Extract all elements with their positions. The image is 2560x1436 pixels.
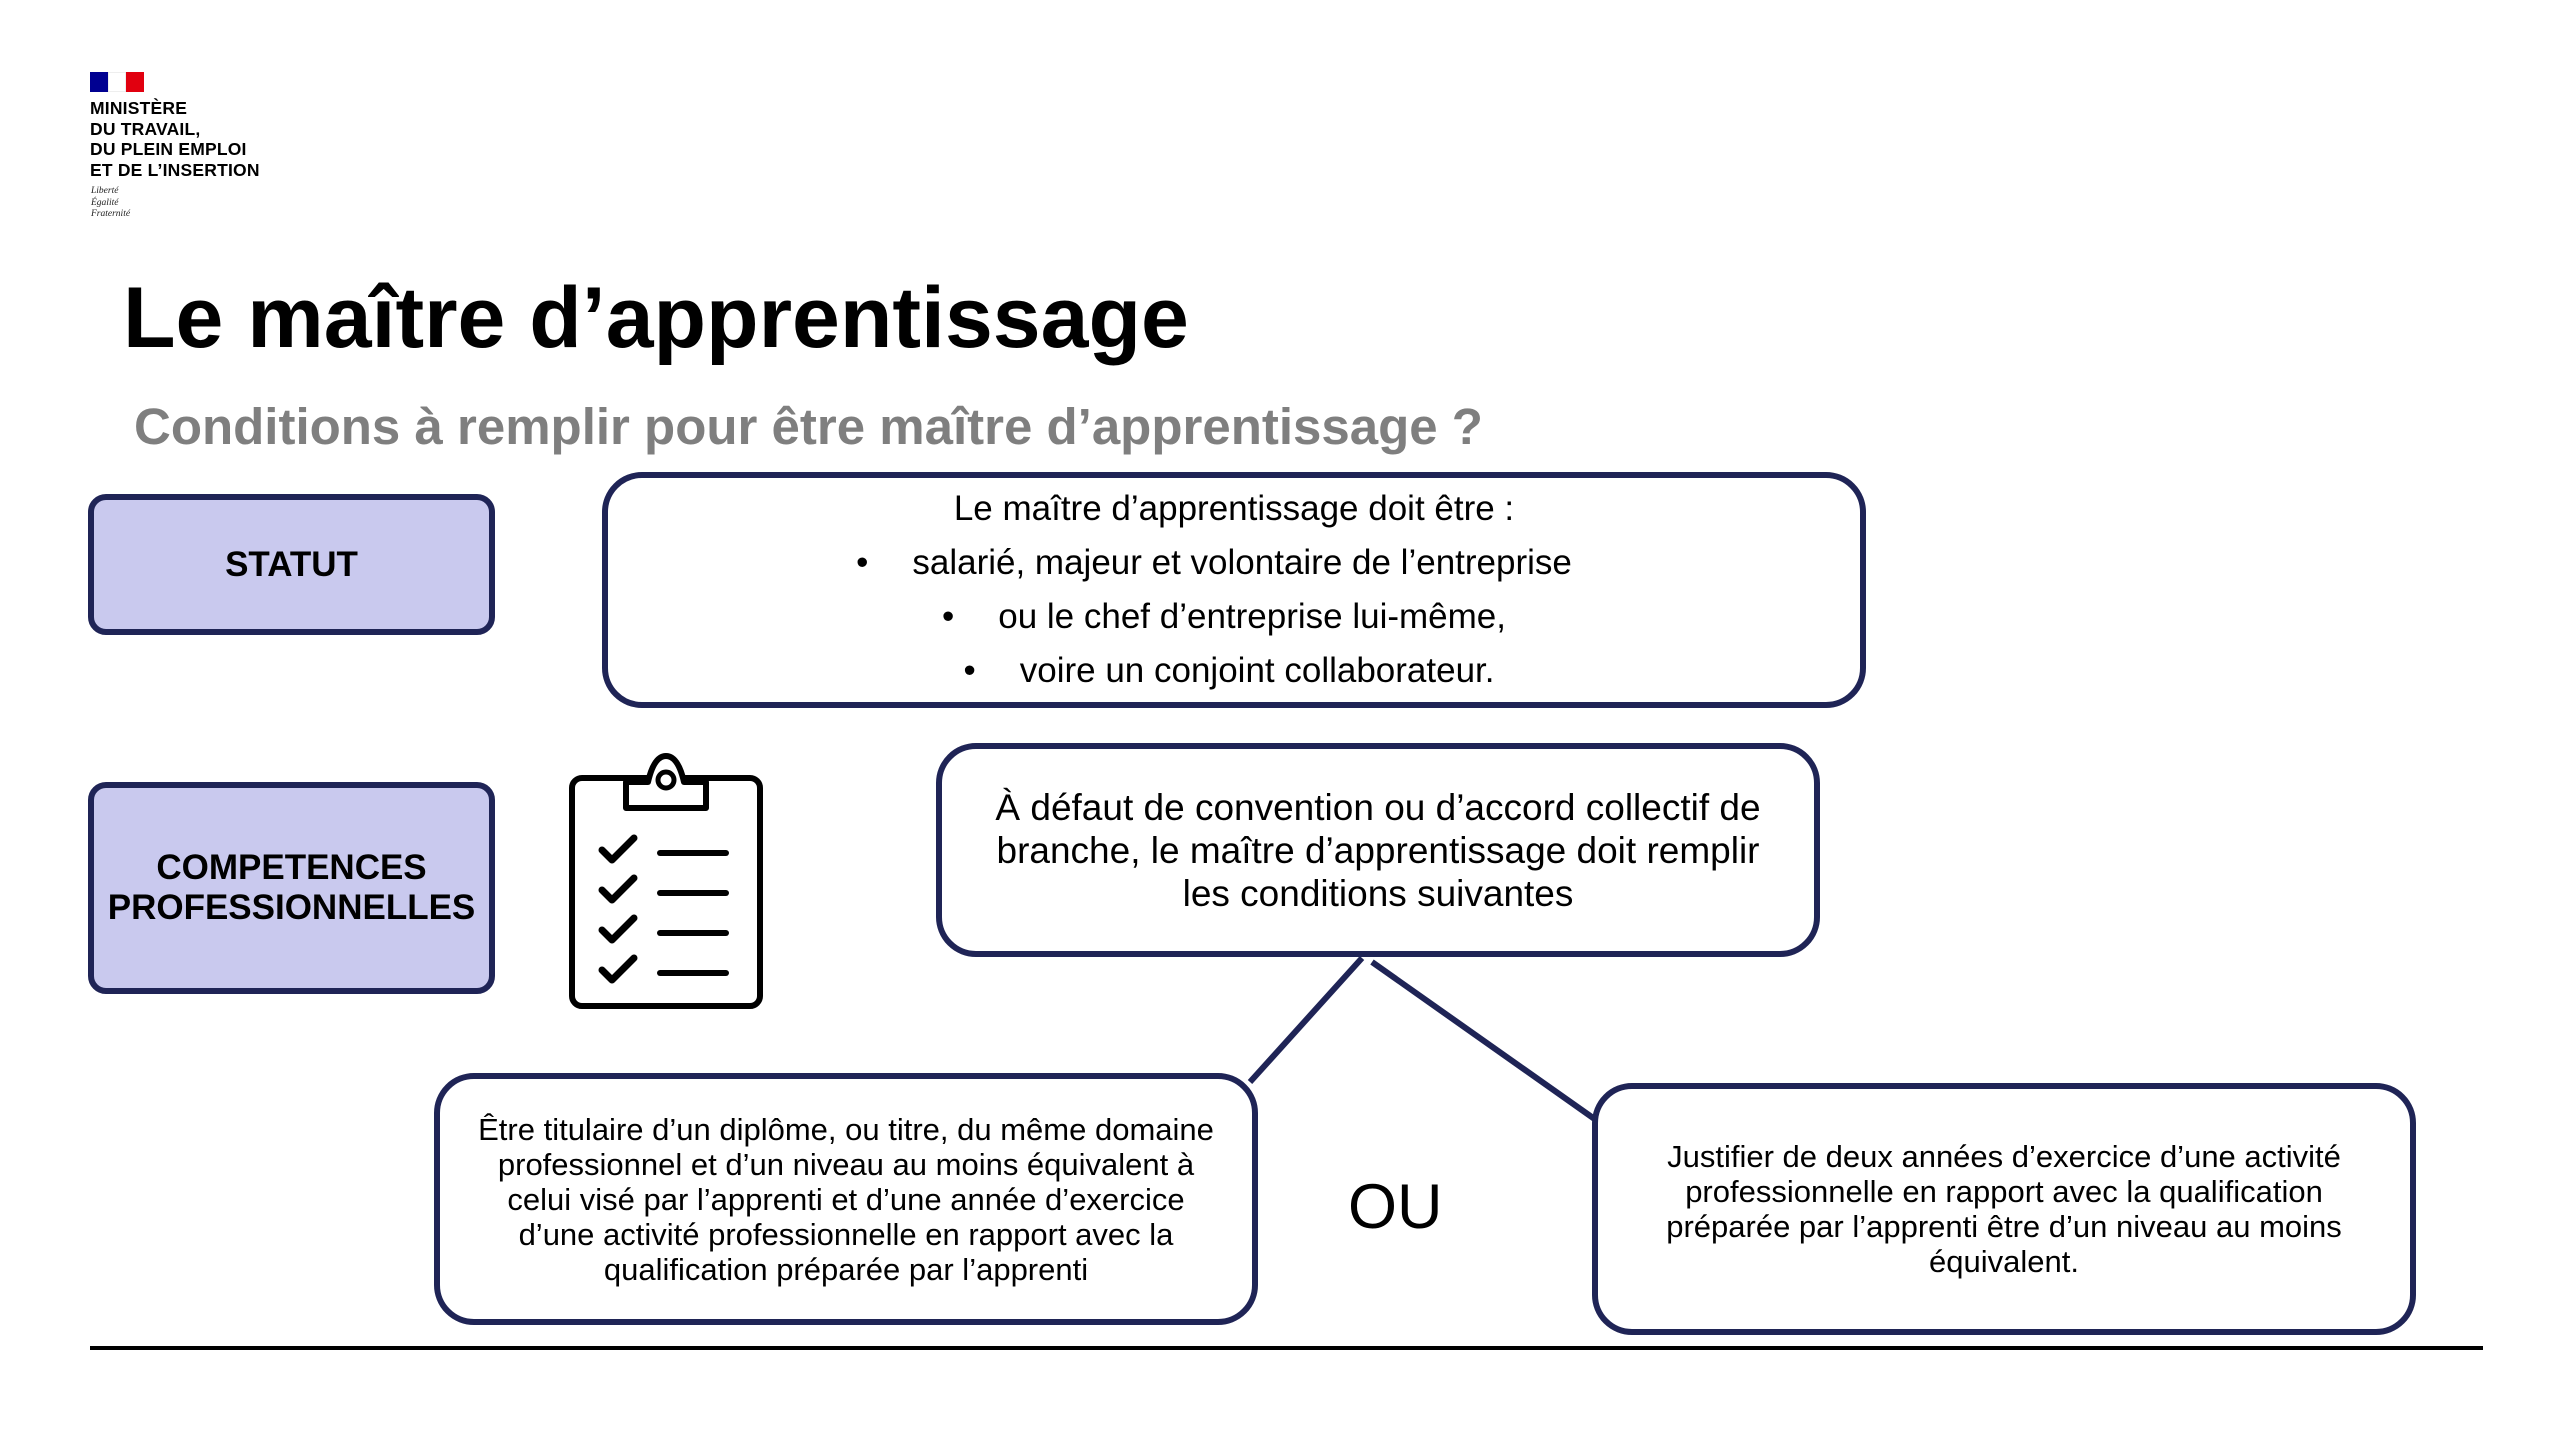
option-diploma-line: professionnel et d’un niveau au moins équivalent à bbox=[497, 1146, 1195, 1182]
page-subtitle: Conditions à remplir pour être maître d’apprentissage ? bbox=[134, 398, 1483, 455]
competences-label-line: COMPETENCES bbox=[156, 848, 427, 887]
option-diploma-box bbox=[434, 1073, 1258, 1325]
option-diploma-line: d’une activité professionnelle en rapport avec la bbox=[518, 1216, 1174, 1252]
clipboard-checklist-icon bbox=[568, 750, 764, 1010]
ministry-logo bbox=[90, 72, 310, 232]
option-experience-box bbox=[1592, 1083, 2416, 1335]
statut-intro: Le maître d’apprentissage doit être : bbox=[953, 489, 1515, 528]
flag-stripe-blue bbox=[90, 72, 108, 92]
motto-line: Égalité bbox=[91, 197, 119, 208]
ministry-name-line: ET DE L’INSERTION bbox=[90, 159, 260, 180]
connector-line-right bbox=[1372, 962, 1596, 1120]
bullet-icon: • bbox=[856, 543, 869, 582]
republic-motto bbox=[91, 186, 130, 221]
page-title: Le maître d’apprentissage bbox=[123, 270, 1189, 366]
option-experience-line: Justifier de deux années d’exercice d’une activité bbox=[1667, 1139, 2341, 1174]
statut-label-box bbox=[88, 494, 495, 635]
connector-line-left bbox=[1250, 958, 1362, 1082]
statut-bullet bbox=[963, 644, 1494, 698]
motto-line: Fraternité bbox=[91, 209, 131, 219]
statut-bullet bbox=[942, 590, 1506, 644]
statut-label: STATUT bbox=[225, 544, 358, 584]
option-diploma-line: qualification préparée par l’apprenti bbox=[603, 1251, 1089, 1287]
ministry-name-line: MINISTÈRE bbox=[90, 98, 188, 118]
bullet-icon: • bbox=[941, 597, 955, 636]
or-separator: OU bbox=[1348, 1172, 1443, 1242]
competences-label-box bbox=[88, 782, 495, 994]
bullet-icon: • bbox=[963, 651, 976, 690]
ministry-name-line: DU TRAVAIL, bbox=[90, 118, 201, 139]
statut-bullet-text: voire un conjoint collaborateur. bbox=[1019, 651, 1495, 690]
statut-description-box bbox=[602, 472, 1866, 708]
footer-divider bbox=[90, 1346, 2483, 1350]
french-flag-icon bbox=[90, 72, 144, 92]
ministry-name bbox=[90, 98, 260, 180]
option-experience-line: professionnelle en rapport avec la qualification bbox=[1685, 1174, 2323, 1209]
flag-stripe-red bbox=[126, 72, 144, 92]
convention-line: À défaut de convention ou d’accord collectif de bbox=[995, 786, 1761, 828]
ministry-name-line: DU PLEIN EMPLOI bbox=[90, 139, 247, 159]
convention-line: branche, le maître d’apprentissage doit remplir bbox=[996, 829, 1760, 871]
statut-bullet-text: salarié, majeur et volontaire de l’entreprise bbox=[912, 543, 1572, 582]
motto-line: Liberté bbox=[91, 186, 119, 196]
convention-box bbox=[936, 743, 1820, 957]
option-experience-line: équivalent. bbox=[1929, 1244, 2079, 1279]
flag-stripe-white bbox=[108, 72, 126, 92]
statut-bullet bbox=[856, 536, 1572, 590]
option-diploma-line: celui visé par l’apprenti et d’une année d’exercice bbox=[507, 1181, 1185, 1217]
option-experience-line: préparée par l’apprenti être d’un niveau au moins bbox=[1666, 1209, 2342, 1244]
statut-bullet-text: ou le chef d’entreprise lui-même, bbox=[998, 597, 1506, 636]
competences-label-line: PROFESSIONNELLES bbox=[107, 888, 476, 927]
option-diploma-line: Être titulaire d’un diplôme, ou titre, du même domaine bbox=[478, 1111, 1214, 1147]
convention-line: les conditions suivantes bbox=[1182, 872, 1574, 914]
